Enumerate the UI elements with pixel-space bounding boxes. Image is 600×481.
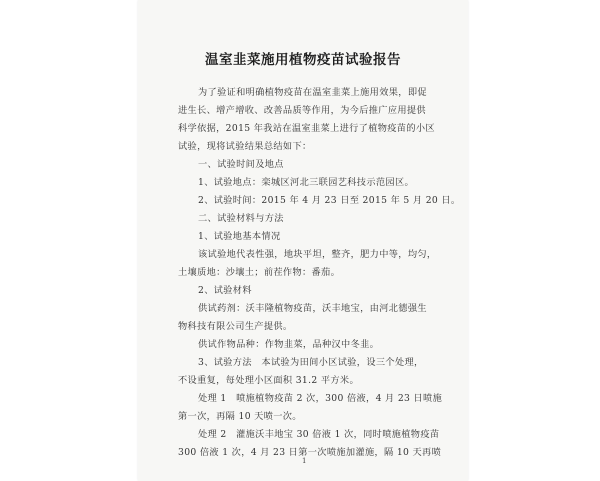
- section-heading: 一、试验时间及地点: [198, 159, 284, 170]
- body-line: 1、试验地点：栾城区河北三联园艺科技示范园区。: [198, 177, 415, 188]
- document-title: 温室韭菜施用植物疫苗试验报告: [205, 52, 401, 68]
- body-line: 为了验证和明确植物疫苗在温室韭菜上施用效果，即促: [198, 87, 427, 98]
- body-line: 不设重复，每处理小区面积 31.2 平方米。: [178, 375, 359, 386]
- body-line: 供试作物品种：作物韭菜，品种汉中冬韭。: [198, 339, 380, 350]
- body-line: 土壤质地：沙壤土；前茬作物：番茄。: [178, 267, 341, 278]
- body-line: 物科技有限公司生产提供。: [178, 321, 293, 332]
- body-line: 处理 1 喷施植物疫苗 2 次，300 倍液，4 月 23 日喷施: [198, 393, 443, 404]
- body-line: 第一次，再隔 10 天喷一次。: [178, 411, 302, 422]
- page-number: 1: [302, 457, 307, 465]
- body-line: 3、试验方法 本试验为田间小区试验，设三个处理，: [198, 357, 424, 368]
- body-line: 300 倍液 1 次，4 月 23 日第一次喷施加灌施，隔 10 天再喷: [178, 447, 442, 458]
- section-heading: 二、试验材料与方法: [198, 213, 284, 224]
- body-line: 处理 2 灌施沃丰地宝 30 倍液 1 次，同时喷施植物疫苗: [198, 429, 440, 440]
- body-line: 2、试验时间：2015 年 4 月 23 日至 2015 年 5 月 20 日。: [198, 195, 461, 206]
- body-line: 科学依据，2015 年我站在温室韭菜上进行了植物疫苗的小区: [178, 123, 435, 134]
- body-line: 进生长、增产增收、改善品质等作用，为今后推广应用提供: [178, 105, 426, 116]
- body-line: 该试验地代表性强，地块平坦，整齐，肥力中等，均匀，: [198, 249, 437, 260]
- subsection-heading: 2、试验材料: [198, 285, 252, 296]
- document-page: [138, 0, 468, 481]
- body-line: 供试药剂：沃丰隆植物疫苗，沃丰地宝，由河北德强生: [198, 303, 427, 314]
- body-line: 试验，现将试验结果总结如下：: [178, 141, 312, 152]
- subsection-heading: 1、试验地基本情况: [198, 231, 281, 242]
